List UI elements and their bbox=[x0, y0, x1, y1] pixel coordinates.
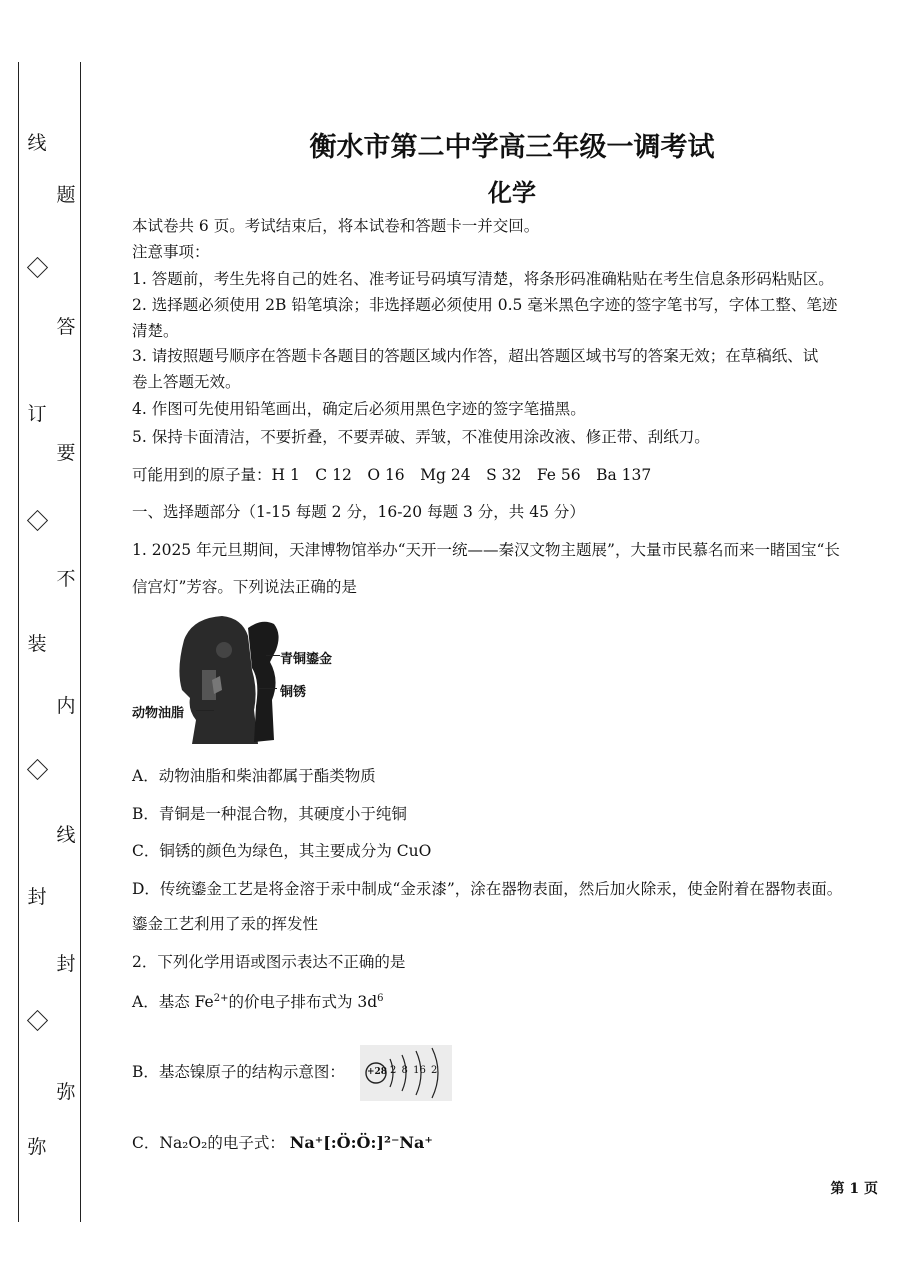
q2-option-c-prefix: C． bbox=[132, 1134, 160, 1152]
margin-char: 线 bbox=[56, 824, 76, 846]
intro-text: 本试卷共 6 页。考试结束后，将本试卷和答题卡一并交回。 bbox=[132, 217, 540, 235]
margin-char: 不 bbox=[56, 568, 76, 590]
q2-option-c-label: Na₂O₂的电子式： bbox=[159, 1134, 285, 1152]
diamond-mark bbox=[27, 1010, 48, 1031]
pointer-line bbox=[259, 688, 277, 689]
subject-title: 化学 bbox=[488, 178, 536, 207]
pointer-line bbox=[196, 710, 214, 711]
note-item: 2. 选择题必须使用 2B 铅笔填涂；非选择题必须使用 0.5 毫米黑色字迹的签字笔书写，字体工整、笔迹 bbox=[132, 296, 838, 314]
margin-char: 内 bbox=[56, 695, 76, 717]
figure-label-rust: 铜锈 bbox=[280, 685, 307, 700]
option-d-continued: 鎏金工艺利用了汞的挥发性 bbox=[132, 915, 319, 933]
margin-char: 订 bbox=[27, 403, 47, 425]
shell-electron-counts: 2 8 16 2 bbox=[390, 1065, 438, 1076]
margin-char: 封 bbox=[56, 953, 76, 975]
margin-char: 线 bbox=[27, 132, 47, 154]
page-number: 第 1 页 bbox=[830, 1181, 878, 1197]
fe-charge: 2+ bbox=[213, 993, 229, 1004]
margin-char: 装 bbox=[27, 633, 47, 655]
option-a: A．动物油脂和柴油都属于酯类物质 bbox=[132, 767, 376, 785]
margin-char: 弥 bbox=[56, 1081, 76, 1103]
q2-option-a-mid: 的价电子排布式为 3d bbox=[228, 993, 378, 1012]
electron-formula: Na⁺[:Ö:Ö:]²⁻Na⁺ bbox=[289, 1133, 433, 1152]
figure-label-gilt: 青铜鎏金 bbox=[280, 652, 333, 667]
d-electron-count: 6 bbox=[377, 993, 384, 1004]
margin-border-outer bbox=[18, 62, 19, 1222]
notes-heading: 注意事项： bbox=[132, 243, 210, 261]
q2-option-c bbox=[132, 1133, 433, 1153]
option-d: D．传统鎏金工艺是将金溶于汞中制成“金汞漆”，涂在器物表面，然后加火除汞，使金附着在器物表面。 bbox=[132, 880, 843, 898]
palace-lamp-image bbox=[162, 610, 302, 750]
section-heading: 一、选择题部分（1-15 每题 2 分，16-20 每题 3 分，共 45 分） bbox=[132, 503, 585, 521]
option-c: C．铜锈的颜色为绿色，其主要成分为 CuO bbox=[132, 842, 432, 860]
palace-lamp-figure bbox=[132, 610, 352, 750]
q2-option-b: B．基态镍原子的结构示意图： bbox=[132, 1063, 345, 1081]
note-item: 4. 作图可先使用铅笔画出，确定后必须用黑色字迹的签字笔描黑。 bbox=[132, 400, 586, 418]
pointer-line bbox=[266, 655, 280, 656]
margin-char: 要 bbox=[56, 442, 76, 464]
margin-char: 答 bbox=[56, 316, 76, 338]
note-item: 3. 请按照题号顺序在答题卡各题目的答题区域内作答，超出答题区域书写的答案无效；在草稿纸、试 bbox=[132, 347, 819, 365]
margin-char: 封 bbox=[27, 886, 47, 908]
nucleus-charge: +28 bbox=[367, 1067, 388, 1077]
note-item: 卷上答题无效。 bbox=[132, 373, 241, 391]
diamond-mark bbox=[27, 510, 48, 531]
q2-option-a-prefix: A．基态 Fe bbox=[132, 993, 214, 1012]
question-stem: 2．下列化学用语或图示表达不正确的是 bbox=[132, 953, 406, 971]
question-stem: 信宫灯”芳容。下列说法正确的是 bbox=[132, 578, 357, 596]
note-item: 清楚。 bbox=[132, 322, 179, 340]
diamond-mark bbox=[27, 257, 48, 278]
margin-char: 题 bbox=[56, 184, 76, 206]
question-stem: 1. 2025 年元旦期间，天津博物馆举办“天开一统——秦汉文物主题展”，大量市民慕名而来一睹国宝“长 bbox=[132, 541, 840, 559]
diamond-mark bbox=[27, 759, 48, 780]
q2-option-a bbox=[132, 993, 384, 1012]
figure-label-fat: 动物油脂 bbox=[132, 706, 185, 721]
note-item: 5. 保持卡面清洁，不要折叠，不要弄破、弄皱，不准使用涂改液、修正带、刮纸刀。 bbox=[132, 428, 710, 446]
atomic-masses: 可能用到的原子量：H 1 C 12 O 16 Mg 24 S 32 Fe 56 Ba 137 bbox=[132, 466, 652, 484]
exam-title: 衡水市第二中学高三年级一调考试 bbox=[309, 132, 715, 163]
note-item: 1. 答题前，考生先将自己的姓名、准考证号码填写清楚，将条形码准确粘贴在考生信息条形码粘贴区。 bbox=[132, 270, 834, 288]
binding-margin bbox=[0, 0, 90, 1272]
option-b: B．青铜是一种混合物，其硬度小于纯铜 bbox=[132, 805, 407, 823]
nickel-structure-diagram bbox=[360, 1045, 452, 1101]
margin-border-inner bbox=[80, 62, 81, 1222]
margin-char: 弥 bbox=[27, 1136, 47, 1158]
